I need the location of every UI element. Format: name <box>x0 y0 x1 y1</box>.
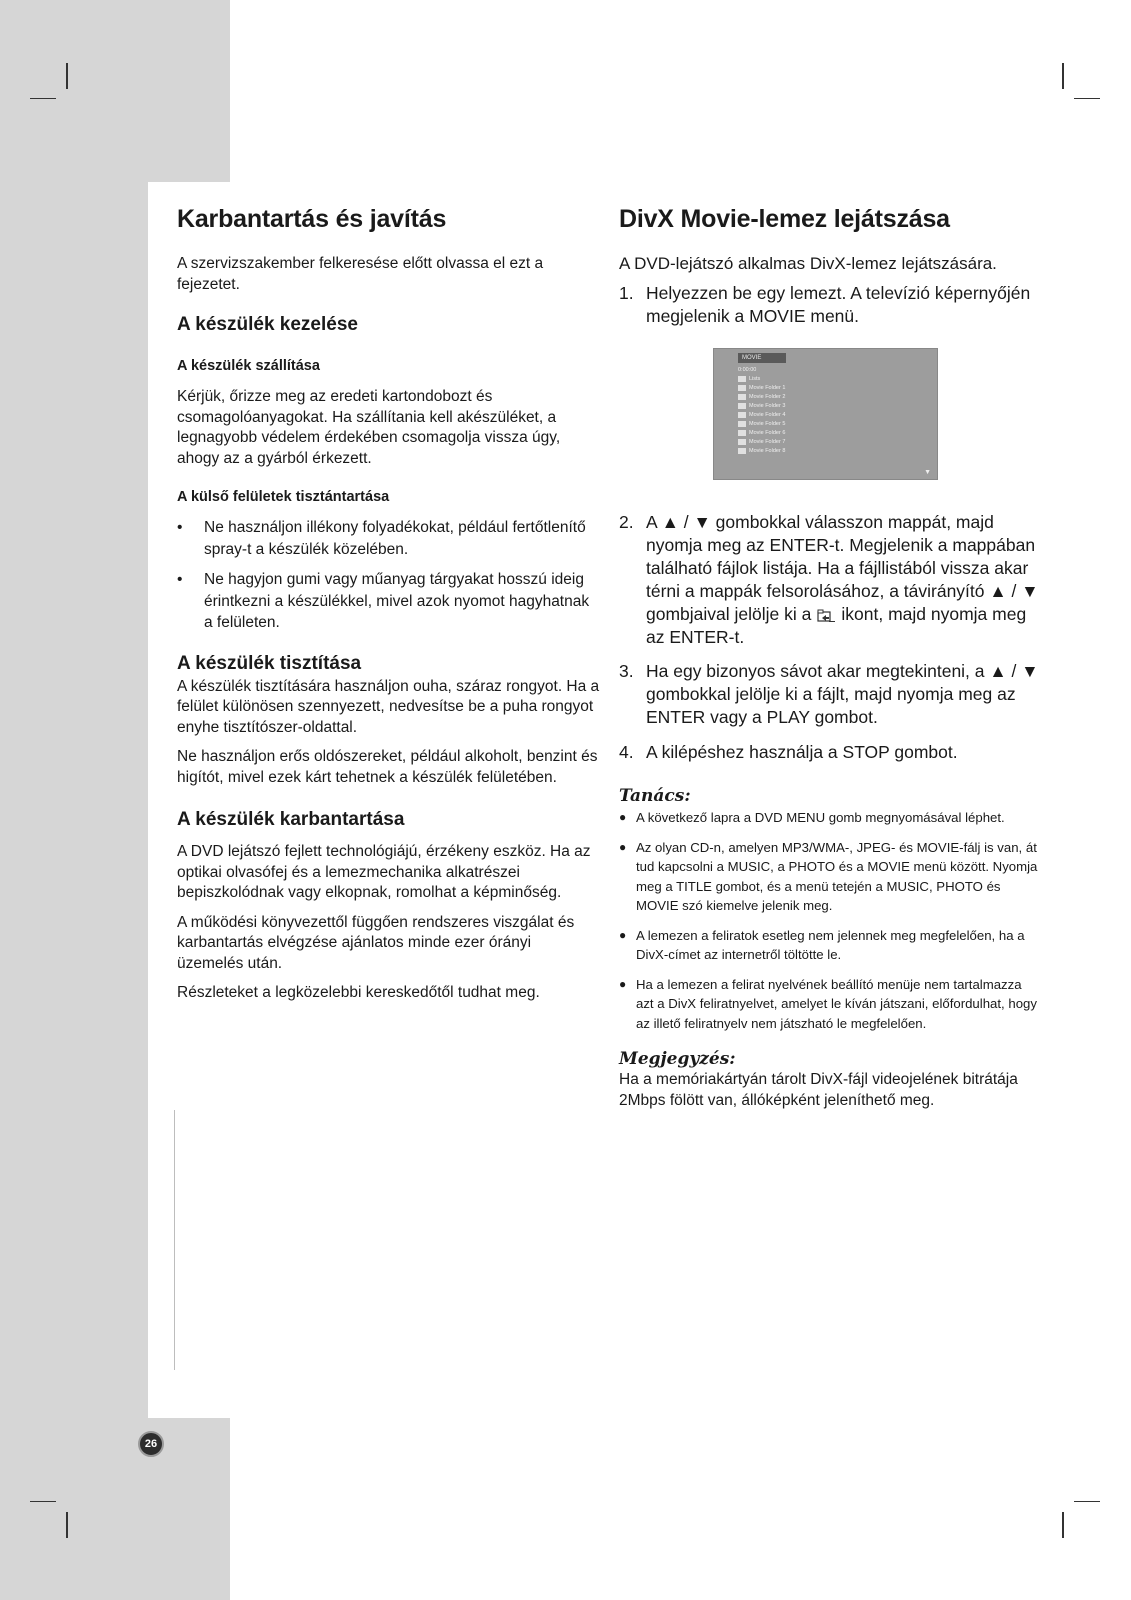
screen-row: Movie Folder 4 <box>738 411 796 419</box>
bullet-list <box>177 517 601 634</box>
screen-row: 0:00:00 <box>738 367 757 373</box>
crop-mark <box>30 1501 56 1502</box>
paragraph: A DVD lejátszó fejlett technológiájú, érzékeny eszköz. Ha az optikai olvasófej és a lemezmechanika alkatrészei bepiszkolódnak vagy elkopnak, romolhat a képminőség. <box>177 843 591 901</box>
tip-heading: Tanács: <box>619 786 691 806</box>
gray-band-bottom <box>0 1418 230 1600</box>
paragraph: Részleteket a legközelebbi kereskedőtől tudhat meg. <box>177 984 540 1001</box>
bullet-glyph: ● <box>619 810 627 824</box>
crop-mark <box>1074 98 1100 99</box>
scroll-down-icon: ▼ <box>924 469 931 476</box>
note-text: Ha a memóriakártyán tárolt DivX-fájl videojelének bitrátája 2Mbps fölött van, állóképként jeleníthető meg. <box>619 1071 1018 1109</box>
bullet-glyph: • <box>177 519 183 536</box>
subsection-heading: A készülék szállítása <box>177 358 320 374</box>
subsection-heading: A külső felületek tisztántartása <box>177 489 390 505</box>
step-1: 1. Helyezzen be egy lemezt. A televízió képernyőjén megjelenik a MOVIE menü. <box>619 283 1031 326</box>
crop-mark <box>30 98 56 99</box>
note-heading: Megjegyzés: <box>619 1049 736 1069</box>
page-number: 26 <box>138 1431 164 1457</box>
list-item: • Ne használjon illékony folyadékokat, például fertőtlenítő spray-t a készülék közelében. <box>177 519 586 558</box>
screen-row: Lists <box>738 375 796 383</box>
gray-band-left <box>0 182 148 1418</box>
crop-mark <box>1062 63 1064 89</box>
list-item: ● Az olyan CD-n, amelyen MP3/WMA-, JPEG- és MOVIE-fálj is van, át tud kapcsolni a MUSIC, a PHOTO és a MOVIE menü között. Nyomja meg a TITLE gombot, és a menü tetején a MUSIC, PHOTO és MOVIE szó kiemelve jelenik meg. <box>619 839 1038 913</box>
page-title-left: Karbantartás és javítás <box>177 205 447 233</box>
left-column <box>177 205 601 1004</box>
screen-row: Movie Folder 7 <box>738 438 796 446</box>
step-4: 4. A kilépéshez használja a STOP gombot. <box>619 742 958 762</box>
bullet-glyph: ● <box>619 839 627 854</box>
movie-menu-screenshot <box>713 348 938 480</box>
bullet-glyph: ● <box>619 927 627 942</box>
column-rule <box>174 1110 175 1370</box>
step-3: 3. Ha egy bizonyos sávot akar megtekinteni, a ▲ / ▼ gombokkal jelölje ki a fájlt, majd nyomja meg az ENTER vagy a PLAY gombot. <box>619 661 1039 727</box>
crop-mark <box>1062 1512 1064 1538</box>
screen-row: Movie Folder 6 <box>738 429 796 437</box>
intro-text: A DVD-lejátszó alkalmas DivX-lemez lejátszására. <box>619 254 997 273</box>
section-heading: A készülék karbantartása <box>177 809 405 830</box>
section-heading: A készülék kezelése <box>177 314 358 335</box>
screen-row: Movie Folder 2 <box>738 393 796 401</box>
screen-row: Movie Folder 1 <box>738 384 796 392</box>
intro-text: A szervizszakember felkeresése előtt olvassa el ezt a fejezetet. <box>177 255 544 293</box>
list-item: • Ne hagyjon gumi vagy műanyag tárgyakat hosszú ideig érintkezni a készülékkel, mivel azok nyomot hagyhatnak a felületen. <box>177 571 590 631</box>
paragraph: Kérjük, őrizze meg az eredeti kartondobozt és csomagolóanyagokat. Ha szállítania kell akészüléket, a legnagyobb védelem érdekében csomagolja vissza úgy, ahogy az a gyárból érkezett. <box>177 388 561 467</box>
paragraph: Ne használjon erős oldószereket, például alkoholt, benzint és higítót, mivel ezek kárt tehetnek a készülék felületében. <box>177 748 598 786</box>
step-2: 2. A ▲ / ▼ gombokkal válasszon mappát, majd nyomja meg az ENTER-t. Megjelenik a mappában található fájlok listája. Ha a fájllistából vissza akar térni a mappák felsorolásához, a távirányító ▲ / ▼ gombjaival jelölje ki a ikont, majd nyomja meg az ENTER-t. <box>619 512 1039 647</box>
list-item: ● A következő lapra a DVD MENU gomb megnyomásával léphet. <box>619 808 1039 828</box>
paragraph: A működési könyvezettől függően rendszeres viszgálat és karbantartás elvégzése ajánlatos minde ezer órányi üzemelés után. <box>177 913 575 972</box>
list-item: ● A lemezen a feliratok esetleg nem jelennek meg megfelelően, ha a DivX-címet az internetről töltötte le. <box>619 927 1025 962</box>
screen-row: Movie Folder 5 <box>738 420 796 428</box>
page-title-right: DivX Movie-lemez lejátszása <box>619 205 950 233</box>
bullet-glyph: ● <box>619 976 627 991</box>
screen-row: Movie Folder 8 <box>738 447 796 455</box>
bullet-glyph: • <box>177 571 183 588</box>
screen-row: Movie Folder 3 <box>738 402 796 410</box>
list-item: ● Ha a lemezen a felirat nyelvének beállító menüje nem tartalmazza azt a DivX feliratnyelvet, amelyet le kíván játszani, előfordulhat, hogy az illető feliratnyelv nem játszható le megfelelően. <box>619 976 1037 1031</box>
gray-band-top <box>0 0 230 182</box>
crop-mark <box>1074 1501 1100 1502</box>
section-heading: A készülék tisztítása <box>177 652 362 674</box>
crop-mark <box>66 63 68 89</box>
right-column-lower <box>619 511 1039 1111</box>
parent-folder-icon <box>817 605 835 618</box>
paragraph: A készülék tisztítására használjon ouha, száraz rongyot. Ha a felület különösen szennyezett, nedvesítse be a puha rongyot enyhe tisztítószer-oldattal. <box>177 677 600 736</box>
crop-mark <box>66 1512 68 1538</box>
tip-list <box>619 808 1039 1033</box>
screen-title: MOVIE <box>738 353 786 363</box>
right-column <box>619 205 1039 328</box>
